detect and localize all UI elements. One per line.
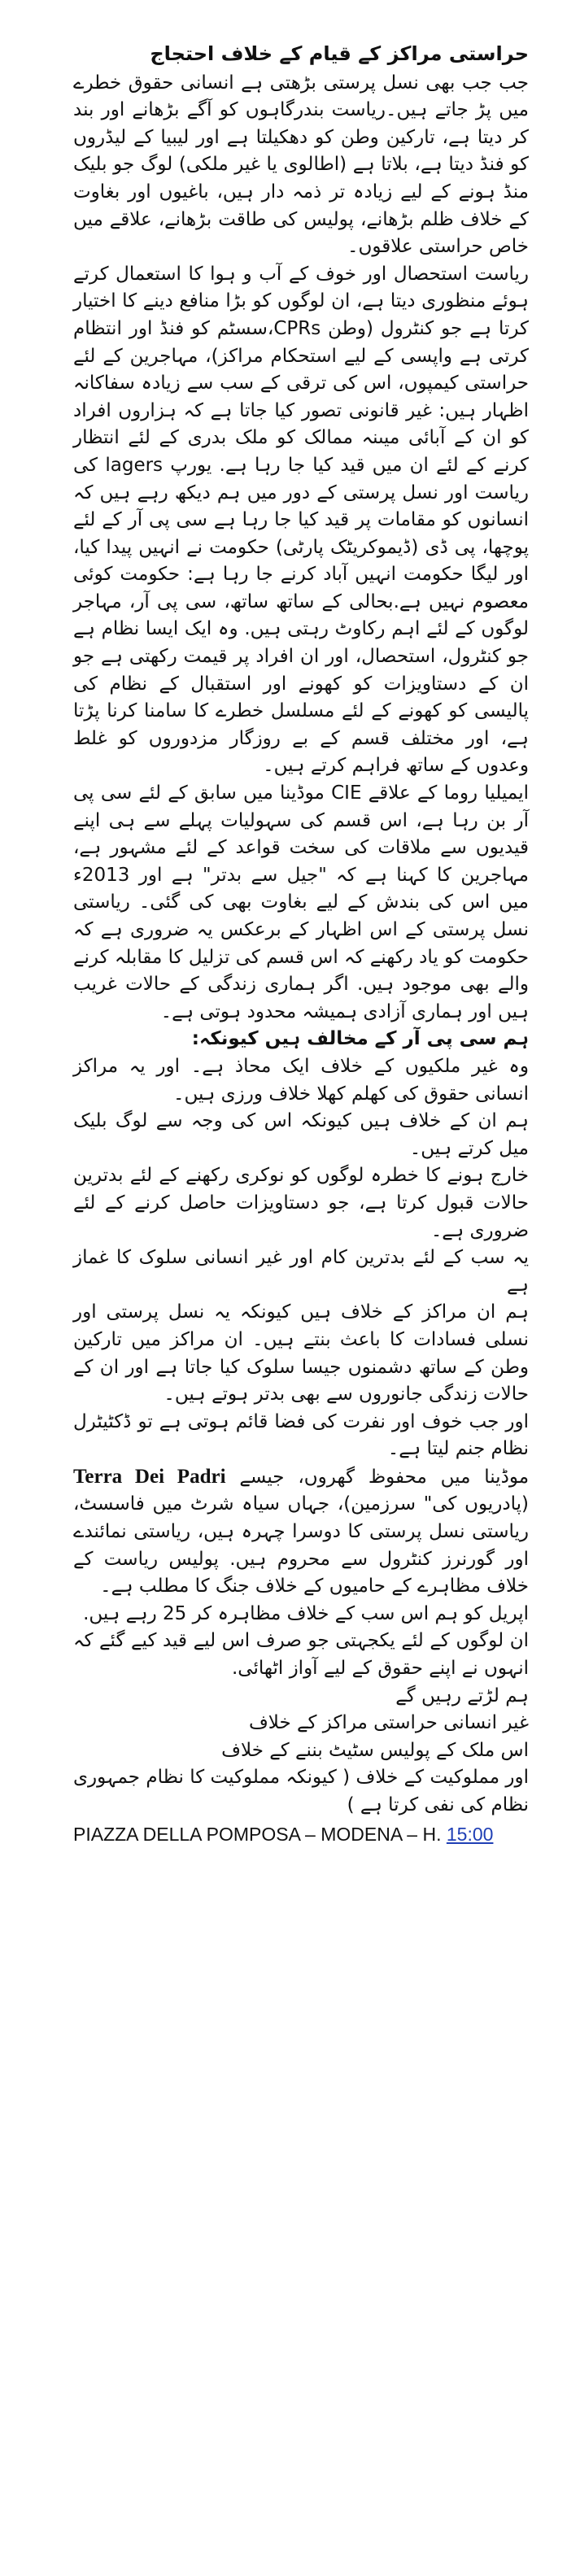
reason-item: خارج ہونے کا خطرہ لوگوں کو نوکری رکھنے کے لئے بدترین حالات قبول کرتا ہے، جو دستاویزات حاصل کرنے کے لئے ضروری ہے۔: [73, 1165, 529, 1241]
paragraph-solidarity: ان لوگوں کے لئے یکجہتی جو صرف اس لیے قید کیے گئے کہ انہوں نے اپنے حقوق کے لیے آواز اٹھائی.: [73, 1630, 529, 1680]
closing-line: ہم لڑتے رہیں گے: [395, 1685, 529, 1706]
paragraph-modena-safe-houses: [73, 1463, 529, 1601]
reason-item: وہ غیر ملکیوں کے خلاف ایک محاذ ہے۔ اور یہ مراکز انسانی حقوق کی کھلم کھلا خلاف ورزی ہیں۔: [73, 1055, 529, 1105]
paragraph-state: ریاست استحصال اور خوف کے آب و ہوا کا استعمال کرتے ہوئے منظوری دیتا ہے، ان لوگوں کو بڑا منافع دینے کا اختیار کرتا ہے جو کنٹرول (وطن CPRs،سسٹم کو فنڈ اور انتظام کرتی ہے واپسی کے لیے استحکام مراکز)، مہاجرین کے لئے حراستی کیمپوں، اس کی ترقی کے سب سے زیادہ سفاکانہ اظہار ہیں: غیر قانونی تصور کیا جاتا ہے کہ ہزاروں افراد کو ان کے آبائی میںنہ ممالک کو ملک بدری کے لئے انتظار کرنے کے لئے ان میں قید کیا جا رہا ہے. یورپ lagers کی ریاست اور نسل پرستی کے دور میں ہم دیکھ رہے ہیں کہ انسانوں کو مقامات پر قید کیا جا رہا ہے سی پی آر کے لئے پوچھا، پی ڈی (ڈیموکریٹک پارٹی) حکومت نے انہیں پیدا کیا، اور لیگا حکومت انہیں آباد کرنے جا رہا ہے: حکومت کوئی معصوم نہیں ہے.بحالی کے ساتھ ساتھ، سی پی آر، مہاجر لوگوں کے لئے اہم رکاوٹ رہتی ہیں. وہ ایک ایسا نظام ہے جو کنٹرول، استحصال، اور ان افراد پر قیمت رکھتی ہے جو ان کے دستاویزات کو کھونے اور استقبال کے نظام کی پالیسی کو کھونے کے لئے مسلسل خطرے کا سامنا کرنا پڑتا ہے، اور مختلف قسم کے بے روزگار مزدوروں کو غلط وعدوں کے ساتھ فراہم کرتے ہیں۔: [73, 263, 529, 777]
page-title: حراستی مراکز کے قیام کے خلاف احتجاج: [150, 42, 529, 65]
reason-item: یہ سب کے لئے بدترین کام اور غیر انسانی سلوک کا غماز ہے: [73, 1247, 529, 1296]
reason-item: ہم ان مراکز کے خلاف ہیں کیونکہ یہ نسل پرستی اور نسلی فسادات کا باعث بنتے ہیں۔ ان مراکز میں تارکین وطن کے ساتھ دشمنوں جیسا سلوک کیا جاتا ہے اور ان کے حالات زندگی جانوروں سے بھی بدتر ہوتے ہیں۔: [73, 1301, 529, 1406]
location-text: PIAZZA DELLA POMPOSA – MODENA – H.: [73, 1823, 447, 1845]
paragraph-april: اپریل کو ہم اس سب کے خلاف مظاہرہ کر 25 رہے ہیں.: [83, 1602, 529, 1624]
flyer-document: [73, 41, 529, 1848]
paragraph-intro: جب جب بھی نسل پرستی بڑھتی ہے انسانی حقوق خطرے میں پڑ جاتے ہیں۔ریاست بندرگاہوں کو آگے بڑھانے اور بند کر دیتا ہے، تارکین وطن کو دھکیلتا ہے اور لیبیا کے لیڈروں کو فنڈ دیتا ہے، بلاتا ہے (اطالوی یا غیر ملکی) لوگ جو بلیک منڈ ہونے کے لیے زیادہ تر ذمہ دار ہیں، باغیوں اور بغاوت کے خلاف ظلم بڑھانے، پولیس کی طاقت بڑھانے، علاقے میں خاص حراستی علاقوں۔: [73, 72, 529, 258]
modena-text-after: (پادریوں کی" سرزمین)، جہاں سیاہ شرٹ میں فاسسٹ، ریاستی نسل پرستی کا دوسرا چہرہ ہیں، ریاستی نمائندے اور گورنرز کنٹرول سے محروم ہیں. پولیس ریاست کے خلاف مظاہرے کے حامیوں کے خلاف جنگ کا مطلب ہے۔: [73, 1493, 529, 1597]
terra-dei-padri-label: Terra Dei Padri: [73, 1465, 226, 1488]
closing-line: اس ملک کے پولیس سٹیٹ بننے کے خلاف: [221, 1739, 529, 1761]
closing-line: اور مملوکیت کے خلاف ( کیونکہ مملوکیت کا نظام جمہوری نظام کی نفی کرتا ہے ): [73, 1767, 529, 1815]
reasons-heading: ہم سی پی آر کے مخالف ہیں کیونکہ:: [191, 1028, 529, 1050]
reason-item: اور جب خوف اور نفرت کی فضا قائم ہوتی ہے تو ڈکٹیٹرل نظام جنم لیتا ہے۔: [73, 1410, 529, 1460]
paragraph-cie-modena: ایمیلیا روما کے علاقے CIE موڈینا میں سابق کے لئے سی پی آر بن رہا ہے، اس قسم کی سہولیات پہلے سے ہی اپنے قیدیوں سے ملاقات کی سخت قواعد کے لئے مشہور ہے، مہاجرین کا کہنا ہے کہ "جیل سے بدتر" ہے اور 2013ء میں اس کی بندش کے لیے بغاوت بھی کی گئی۔ ریاستی نسل پرستی کے اس اظہار کے برعکس یہ ضروری ہے کہ حکومت کو یاد رکھنے کہ اس قسم کی تزلیل کا مقابلہ کرنے والے بھی موجود ہیں. اگر ہماری زندگی کے حالات غریب ہیں اور ہماری آزادی ہمیشہ محدود ہوتی ہے۔: [73, 782, 529, 1022]
reason-item: ہم ان کے خلاف ہیں کیونکہ اس کی وجہ سے لوگ بلیک میل کرتے ہیں۔: [73, 1110, 529, 1159]
closing-line: غیر انسانی حراستی مراکز کے خلاف: [248, 1712, 529, 1734]
event-location: [73, 1821, 529, 1849]
modena-text-before: موڈینا میں محفوظ گھروں، جیسے: [239, 1466, 530, 1488]
time-link[interactable]: 15:00: [446, 1823, 494, 1845]
